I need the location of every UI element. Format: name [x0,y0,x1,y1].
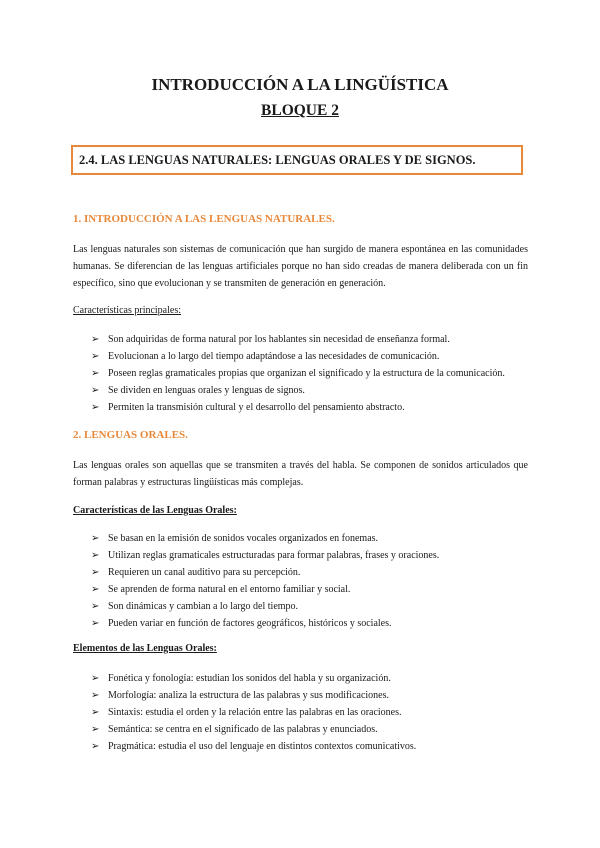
list-item: ➢ Pragmática: estudia el uso del lenguaje en distintos contextos comunicativos. [91,738,531,755]
list-item: ➢ Evolucionan a lo largo del tiempo adaptándose a las necesidades de comunicación. [91,348,531,365]
arrow-bullet-icon: ➢ [91,385,100,396]
arrow-bullet-icon: ➢ [91,724,100,735]
section2-heading: 2. LENGUAS ORALES. [73,429,188,441]
list-item: ➢ Morfología: analiza la estructura de las palabras y sus modificaciones. [91,687,531,704]
section2-paragraph: Las lenguas orales son aquellas que se transmiten a través del habla. Se componen de sonidos articulados que forman palabras y estructuras lingüísticas más complejas. [73,460,528,488]
arrow-bullet-icon: ➢ [91,533,100,544]
list-item: ➢ Poseen reglas gramaticales propias que organizan el significado y la estructura de la comunicación. [91,365,531,382]
arrow-bullet-icon: ➢ [91,741,100,752]
section2-list2-label: Elementos de las Lenguas Orales: [73,643,217,654]
arrow-bullet-icon: ➢ [91,368,100,379]
section1-heading: 1. INTRODUCCIÓN A LAS LENGUAS NATURALES. [73,213,335,225]
section2-list1-label: Características de las Lenguas Orales: [73,505,237,516]
arrow-bullet-icon: ➢ [91,550,100,561]
section2-list1 [91,530,531,632]
list-item: ➢ Se aprenden de forma natural en el entorno familiar y social. [91,581,531,598]
list-item: ➢ Pueden variar en función de factores geográficos, históricos y sociales. [91,615,531,632]
section1-list-label: Características principales: [73,305,182,316]
document-title: INTRODUCCIÓN A LA LINGÜÍSTICA [151,75,449,94]
arrow-bullet-icon: ➢ [91,707,100,718]
topic-box: 2.4. LAS LENGUAS NATURALES: LENGUAS ORALES Y DE SIGNOS. [71,145,523,175]
list-item: ➢ Requieren un canal auditivo para su percepción. [91,564,531,581]
arrow-bullet-icon: ➢ [91,618,100,629]
section1-paragraph: Las lenguas naturales son sistemas de comunicación que han surgido de manera espontánea en las comunidades humanas. Se diferencian de las lenguas artificiales porque no han sido creadas de manera deliberada con un fin específico, sino que evolucionan y se transmiten de generación en generación. [73,244,528,289]
list-item: ➢ Semántica: se centra en el significado de las palabras y enunciados. [91,721,531,738]
arrow-bullet-icon: ➢ [91,567,100,578]
list-item: ➢ Permiten la transmisión cultural y el desarrollo del pensamiento abstracto. [91,399,531,416]
arrow-bullet-icon: ➢ [91,334,100,345]
arrow-bullet-icon: ➢ [91,690,100,701]
section2-list2 [91,670,531,755]
list-item: ➢ Se dividen en lenguas orales y lenguas de signos. [91,382,531,399]
list-item: ➢ Fonética y fonología: estudian los sonidos del habla y su organización. [91,670,531,687]
list-item: ➢ Se basan en la emisión de sonidos vocales organizados en fonemas. [91,530,531,547]
list-item: ➢ Utilizan reglas gramaticales estructuradas para formar palabras, frases y oraciones. [91,547,531,564]
arrow-bullet-icon: ➢ [91,584,100,595]
arrow-bullet-icon: ➢ [91,402,100,413]
list-item: ➢ Sintaxis: estudia el orden y la relación entre las palabras en las oraciones. [91,704,531,721]
list-item: ➢ Son dinámicas y cambian a lo largo del tiempo. [91,598,531,615]
list-item: ➢ Son adquiridas de forma natural por los hablantes sin necesidad de enseñanza formal. [91,331,531,348]
arrow-bullet-icon: ➢ [91,673,100,684]
section1-list [91,331,531,416]
arrow-bullet-icon: ➢ [91,601,100,612]
document-subtitle [0,102,600,120]
subtitle-text: BLOQUE 2 [261,102,339,119]
arrow-bullet-icon: ➢ [91,351,100,362]
